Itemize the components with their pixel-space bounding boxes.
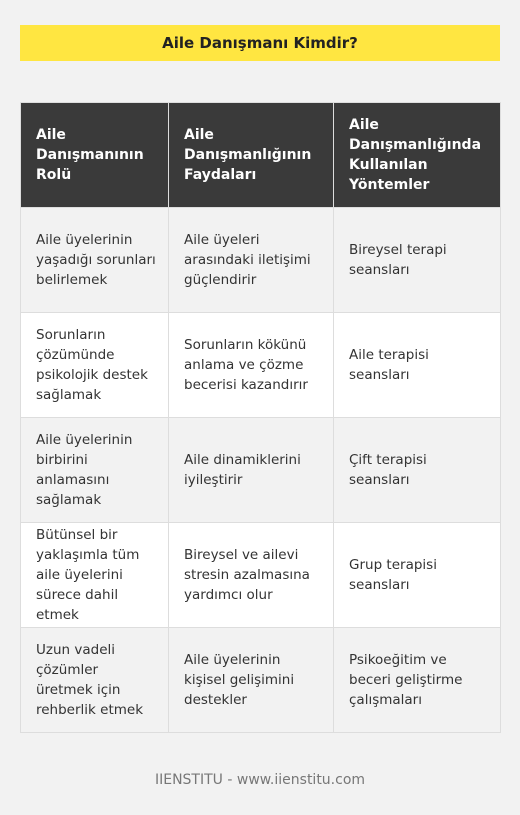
table-row [21,208,501,313]
table-cell: Aile dinamiklerini iyileştirir [169,418,334,523]
footer-credit: IIENSTITU - www.iienstitu.com [154,772,366,788]
column-header-role: Aile Danışmanının Rolü [21,103,169,208]
table-cell: Aile üyelerinin kişisel gelişimini destekler [169,628,334,733]
table-cell: Aile terapisi seansları [334,313,501,418]
table-cell: Aile üyelerinin birbirini anlamasını sağlamak [21,418,169,523]
table-cell: Aile üyeleri arasındaki iletişimi güçlendirir [169,208,334,313]
title-banner [20,25,500,61]
table-header-row [21,103,501,208]
table-cell: Bireysel ve ailevi stresin azalmasına yardımcı olur [169,523,334,628]
column-header-methods: Aile Danışmanlığında Kullanılan Yöntemler [334,103,501,208]
table-cell: Bireysel terapi seansları [334,208,501,313]
table-cell: Uzun vadeli çözümler üretmek için rehberlik etmek [21,628,169,733]
page-title: Aile Danışmanı Kimdir? [162,34,358,52]
table-row [21,418,501,523]
info-table [20,102,501,733]
table-row [21,523,501,628]
table-row [21,313,501,418]
table-cell: Sorunların çözümünde psikolojik destek sağlamak [21,313,169,418]
table-cell: Çift terapisi seansları [334,418,501,523]
table-cell: Psikoeğitim ve beceri geliştirme çalışmaları [334,628,501,733]
table-cell: Sorunların kökünü anlama ve çözme becerisi kazandırır [169,313,334,418]
table-cell: Grup terapisi seansları [334,523,501,628]
table-cell: Aile üyelerinin yaşadığı sorunları belirlemek [21,208,169,313]
column-header-benefits: Aile Danışmanlığının Faydaları [169,103,334,208]
table-row [21,628,501,733]
table-cell: Bütünsel bir yaklaşımla tüm aile üyelerini sürece dahil etmek [21,523,169,628]
